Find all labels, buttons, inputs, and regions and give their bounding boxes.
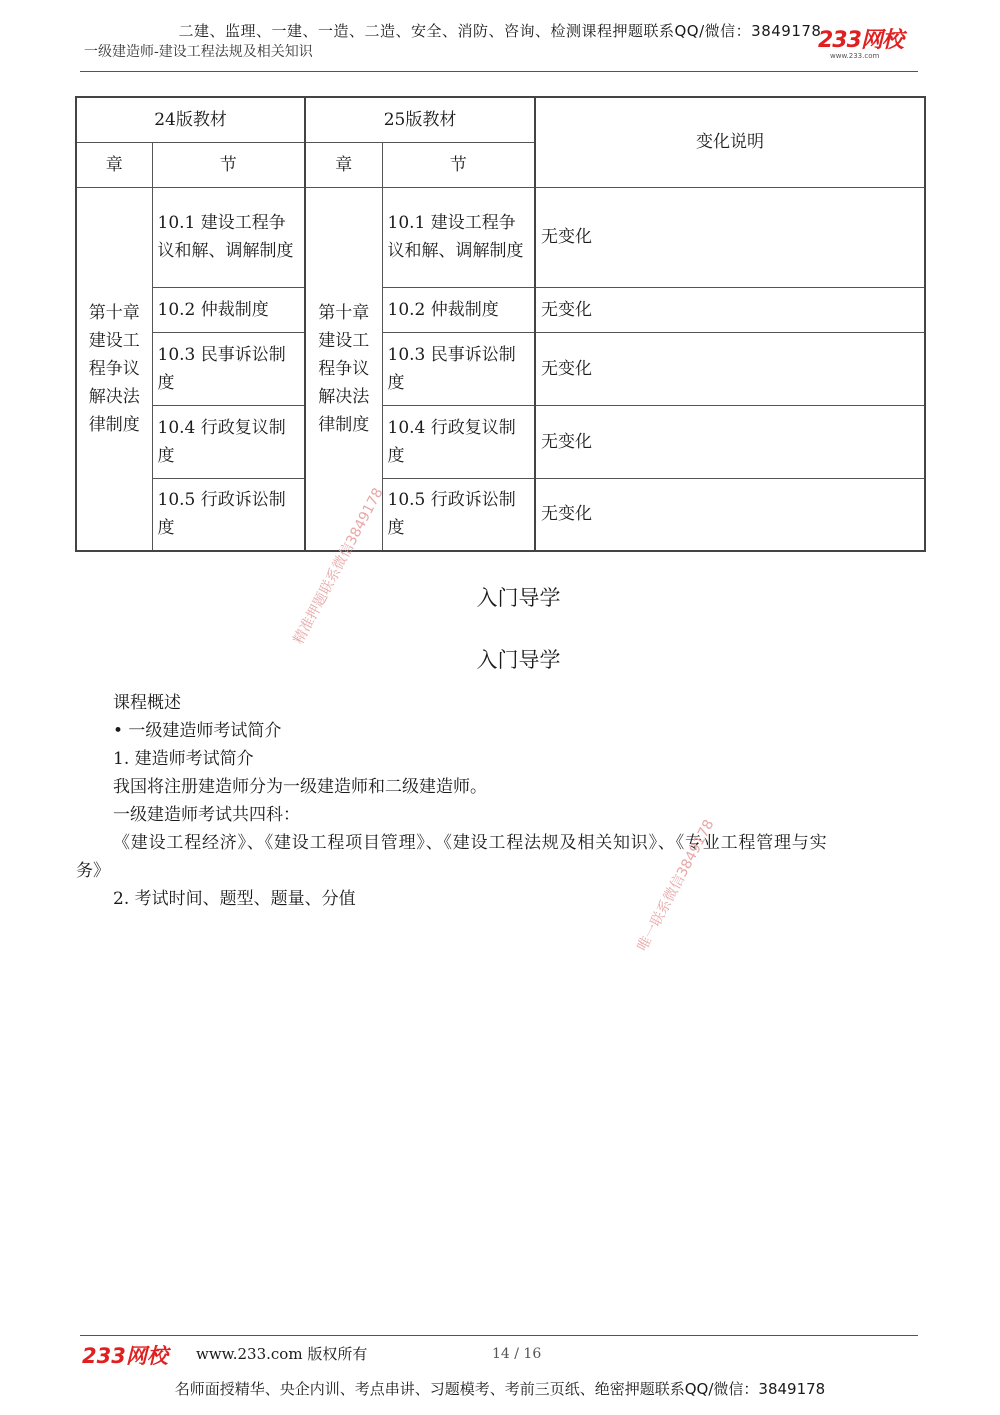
header-chapter-24: 章 — [76, 142, 152, 187]
change-cell: 无变化 — [535, 405, 925, 478]
section-cell-24: 10.4 行政复议制度 — [152, 405, 305, 478]
change-cell: 无变化 — [535, 187, 925, 287]
header-logo — [818, 30, 903, 60]
course-overview-label: 课程概述 — [113, 693, 181, 713]
table-row — [76, 187, 925, 287]
document-subtitle: 一级建造师-建设工程法规及相关知识 — [84, 44, 313, 60]
chapter-cell-24: 第十章建设工程争议解决法律制度 — [76, 187, 152, 551]
section-cell-25: 10.3 民事诉讼制度 — [382, 332, 535, 405]
section-cell-25: 10.5 行政诉讼制度 — [382, 478, 535, 551]
table-row — [76, 332, 925, 405]
footer-logo: 233网校 — [82, 1344, 168, 1368]
table-row — [76, 405, 925, 478]
header-promo-line: 二建、监理、一建、一造、二造、安全、消防、咨询、检测课程押题联系QQ/微信：3849178 — [178, 22, 822, 40]
page-number: 14 / 16 — [492, 1346, 542, 1362]
item-1-title: 1. 建造师考试简介 — [113, 749, 254, 769]
section-cell-24: 10.1 建设工程争议和解、调解制度 — [152, 187, 305, 287]
footer-promo-line: 名师面授精华、央企内训、考点串讲、习题模考、考前三页纸、绝密押题联系QQ/微信：3849178 — [174, 1380, 826, 1398]
subjects-line-1: 《建设工程经济》、《建设工程项目管理》、《建设工程法规及相关知识》、《专业工程管理与实 — [113, 833, 828, 853]
chapter-cell-25: 第十章建设工程争议解决法律制度 — [305, 187, 382, 551]
change-cell: 无变化 — [535, 478, 925, 551]
table-row — [76, 287, 925, 332]
header-24-edition: 24版教材 — [76, 97, 305, 142]
header-divider — [80, 71, 918, 72]
section-cell-24: 10.3 民事诉讼制度 — [152, 332, 305, 405]
watermark-text: 唯一联系微信3849178 — [634, 817, 718, 954]
paragraph-2: 一级建造师考试共四科： — [113, 805, 300, 825]
section-cell-25: 10.4 行政复议制度 — [382, 405, 535, 478]
header-section-24: 节 — [152, 142, 305, 187]
footer-divider — [80, 1335, 918, 1336]
section-cell-24: 10.5 行政诉讼制度 — [152, 478, 305, 551]
change-cell: 无变化 — [535, 287, 925, 332]
comparison-table — [75, 96, 926, 552]
header-section-25: 节 — [382, 142, 535, 187]
header-25-edition: 25版教材 — [305, 97, 535, 142]
section-cell-24: 10.2 仲裁制度 — [152, 287, 305, 332]
section-heading-1: 入门导学 — [476, 586, 561, 610]
section-cell-25: 10.1 建设工程争议和解、调解制度 — [382, 187, 535, 287]
exam-intro-bullet: • 一级建造师考试简介 — [113, 721, 282, 741]
change-cell: 无变化 — [535, 332, 925, 405]
paragraph-1: 我国将注册建造师分为一级建造师和二级建造师。 — [113, 777, 487, 797]
table-row — [76, 478, 925, 551]
section-heading-2: 入门导学 — [476, 648, 561, 672]
watermark-text: 精准押题联系微信3849178 — [290, 485, 387, 647]
item-2-title: 2. 考试时间、题型、题量、分值 — [113, 889, 356, 909]
header-logo-text: 233网校 — [818, 28, 903, 53]
header-logo-url: www.233.com — [830, 52, 880, 60]
footer-copyright: www.233.com 版权所有 — [196, 1345, 368, 1363]
header-chapter-25: 章 — [305, 142, 382, 187]
section-cell-25: 10.2 仲裁制度 — [382, 287, 535, 332]
header-change-note: 变化说明 — [535, 97, 925, 187]
subjects-line-2: 务》 — [76, 861, 110, 881]
